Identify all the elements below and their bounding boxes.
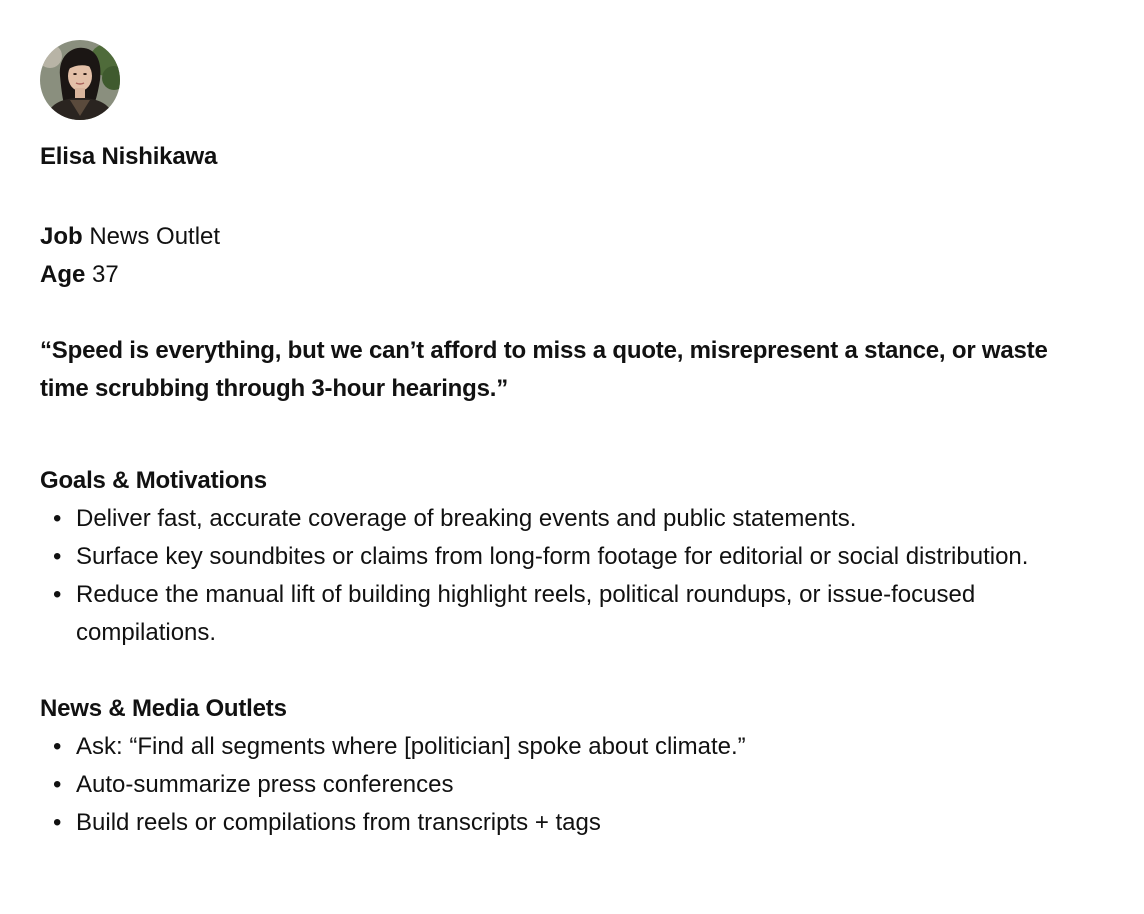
bullet-icon: • [53, 771, 62, 798]
age-label: Age [40, 261, 86, 288]
list-item [40, 500, 1060, 538]
goals-section [40, 462, 1110, 652]
bullet-icon: • [53, 733, 62, 760]
outlets-list [40, 728, 1110, 842]
persona-quote: “Speed is everything, but we can’t afford to miss a quote, misrepresent a stance, or waste time scrubbing through 3-hour hearings.” [40, 337, 1048, 402]
list-item-text: Surface key soundbites or claims from long-form footage for editorial or social distribution. [76, 543, 1029, 570]
list-item [40, 538, 1060, 576]
persona-meta [40, 218, 1110, 294]
list-item-text: Reduce the manual lift of building highlight reels, political roundups, or issue-focused compilations. [76, 581, 976, 646]
list-item-text: Build reels or compilations from transcripts + tags [76, 809, 601, 836]
job-row [40, 218, 1110, 256]
bullet-icon: • [53, 809, 62, 836]
list-item-text: Auto-summarize press conferences [76, 771, 454, 798]
list-item [40, 804, 1060, 842]
list-item [40, 766, 1060, 804]
goals-title: Goals & Motivations [40, 467, 267, 494]
job-label: Job [40, 223, 83, 250]
job-value: News Outlet [89, 223, 221, 250]
age-row [40, 256, 1110, 294]
outlets-section [40, 690, 1110, 842]
list-item [40, 728, 1060, 766]
bullet-icon: • [53, 581, 62, 608]
person-portrait-icon [40, 40, 120, 120]
bullet-icon: • [53, 543, 62, 570]
outlets-title: News & Media Outlets [40, 695, 287, 722]
persona-name: Elisa Nishikawa [40, 143, 218, 170]
avatar [40, 40, 120, 120]
bullet-icon: • [53, 505, 62, 532]
goals-list [40, 500, 1110, 652]
list-item-text: Deliver fast, accurate coverage of breaking events and public statements. [76, 505, 857, 532]
age-value: 37 [92, 261, 119, 288]
list-item [40, 576, 1060, 652]
persona-card [40, 40, 1110, 842]
list-item-text: Ask: “Find all segments where [politician] spoke about climate.” [76, 733, 746, 760]
